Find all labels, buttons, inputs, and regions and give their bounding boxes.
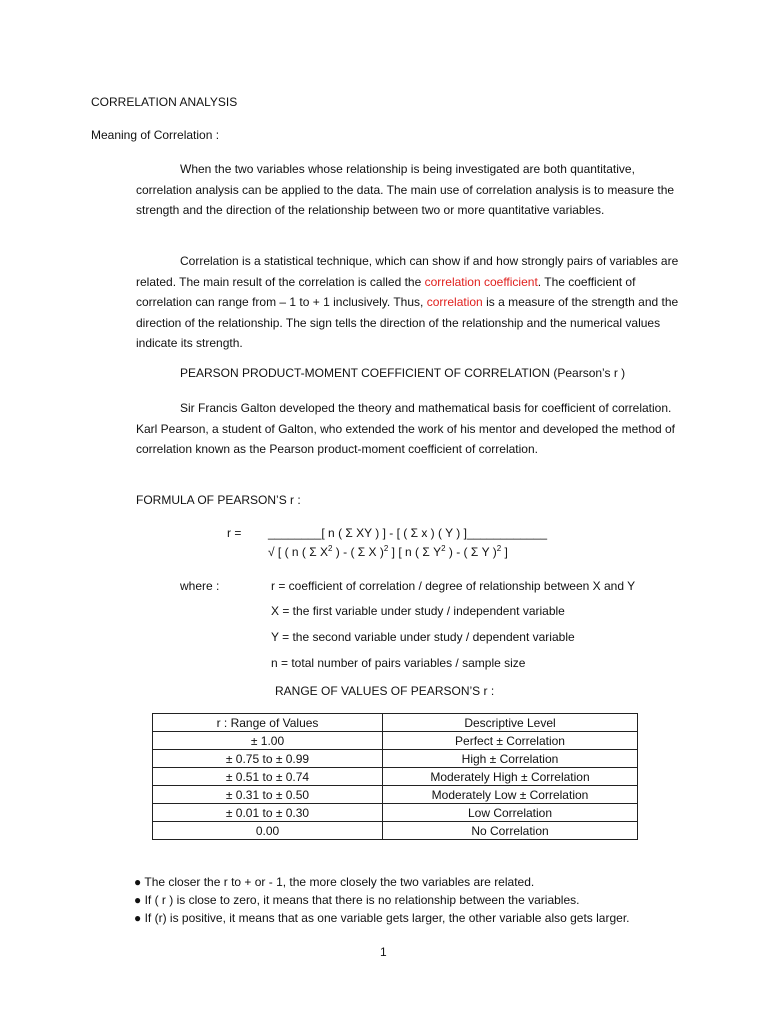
definition-paragraph xyxy=(136,251,684,354)
definition-text-2: . The coefficient of correlation can range from – 1 to + 1 inclusively. Thus, xyxy=(136,274,636,309)
definition-n: n = total number of pairs variables / sample size xyxy=(271,656,526,670)
superscript-2: 2 xyxy=(496,544,502,553)
range-heading: RANGE OF VALUES OF PEARSON’S r : xyxy=(275,684,495,698)
table-row xyxy=(153,804,638,822)
denominator-part-b: ) - ( Σ X ) xyxy=(332,545,384,559)
definition-y: Y = the second variable under study / dependent variable xyxy=(271,630,575,644)
definition-text-3: is a measure of the strength and the direction of the relationship. The sign tells the direction of the relationship and the numerical values indicate its strength. xyxy=(136,295,679,350)
table-row xyxy=(153,750,638,768)
definition-r: r = coefficient of correlation / degree of relationship between X and Y xyxy=(271,579,636,593)
history-paragraph xyxy=(136,398,684,460)
intro-paragraph-text: When the two variables whose relationship is being investigated are both quantitative, correlation analysis can be applied to the data. The main use of correlation analysis is to measure the strength and the direction of the relationship between two or more quantitative variables. xyxy=(136,162,675,217)
highlight-correlation-coefficient: correlation coefficient xyxy=(424,274,538,289)
table-row xyxy=(153,732,638,750)
superscript-2: 2 xyxy=(328,544,333,553)
definition-text-1: Correlation is a statistical technique, which can show if and how strongly pairs of variables are related. The main result of the correlation is called the xyxy=(136,254,679,289)
pearson-heading: PEARSON PRODUCT-MOMENT COEFFICIENT OF CORRELATION (Pearson’s r ) xyxy=(180,366,626,380)
denominator-part-d: ) - ( Σ Y ) xyxy=(445,545,497,559)
denominator-part-c: ] [ n ( Σ Y xyxy=(388,545,442,559)
superscript-2: 2 xyxy=(383,544,389,553)
table-cell-level: Perfect ± Correlation xyxy=(383,732,638,750)
bullet-item: ● If (r) is positive, it means that as one variable gets larger, the other variable also gets larger. xyxy=(134,911,630,925)
table-header-range: r : Range of Values xyxy=(153,714,383,732)
table-cell-range: ± 0.75 to ± 0.99 xyxy=(153,750,383,768)
page-number: 1 xyxy=(380,945,387,959)
table-cell-range: ± 0.51 to ± 0.74 xyxy=(153,768,383,786)
where-label: where : xyxy=(180,579,220,593)
table-cell-level: No Correlation xyxy=(383,822,638,840)
table-cell-level: Moderately High ± Correlation xyxy=(383,768,638,786)
formula-lhs: r = xyxy=(227,526,242,540)
highlight-correlation: correlation xyxy=(426,295,483,309)
table-cell-range: ± 0.01 to ± 0.30 xyxy=(153,804,383,822)
table-cell-range: 0.00 xyxy=(153,822,383,840)
document-title: CORRELATION ANALYSIS xyxy=(91,95,238,109)
history-paragraph-text: Sir Francis Galton developed the theory and mathematical basis for coefficient of correlation. Karl Pearson, a student of Galton, who extended the work of his mentor and developed the method of correlation known as the Pearson product-moment coefficient of correlation. xyxy=(136,401,676,456)
table-cell-range: ± 1.00 xyxy=(153,732,383,750)
range-table xyxy=(152,713,638,840)
table-row xyxy=(153,768,638,786)
formula-heading: FORMULA OF PEARSON’S r : xyxy=(136,493,301,507)
denominator-part-a: √ [ ( n ( Σ X xyxy=(268,545,329,559)
table-cell-level: High ± Correlation xyxy=(383,750,638,768)
intro-paragraph xyxy=(136,159,684,221)
meaning-heading: Meaning of Correlation : xyxy=(91,128,220,142)
bullet-list xyxy=(134,873,630,927)
table-row xyxy=(153,786,638,804)
table-header-level: Descriptive Level xyxy=(383,714,638,732)
superscript-2: 2 xyxy=(441,544,446,553)
table-cell-level: Low Correlation xyxy=(383,804,638,822)
bullet-item: ● If ( r ) is close to zero, it means that there is no relationship between the variables. xyxy=(134,893,580,907)
bullet-item: ● The closer the r to + or - 1, the more closely the two variables are related. xyxy=(134,875,535,889)
formula-denominator xyxy=(268,545,508,559)
table-cell-level: Moderately Low ± Correlation xyxy=(383,786,638,804)
definition-x: X = the first variable under study / independent variable xyxy=(271,604,565,618)
formula-numerator: ________[ n ( Σ XY ) ] - [ ( Σ x ) ( Y ) ]____________ xyxy=(268,526,547,540)
denominator-part-e: ] xyxy=(501,545,508,559)
table-header-row xyxy=(153,714,638,732)
table-cell-range: ± 0.31 to ± 0.50 xyxy=(153,786,383,804)
table-row xyxy=(153,822,638,840)
